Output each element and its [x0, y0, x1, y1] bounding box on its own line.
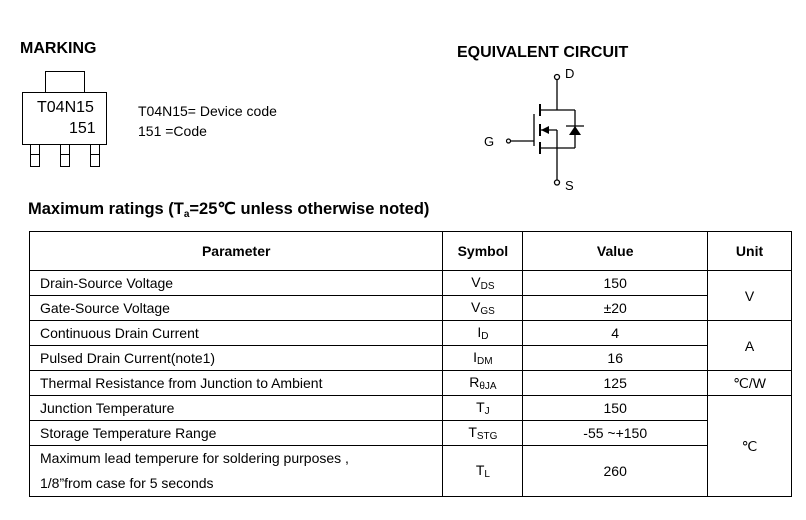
parameter-cell: Continuous Drain Current: [30, 321, 443, 346]
parameter-cell: Pulsed Drain Current(note1): [30, 346, 443, 371]
unit-cell: V: [708, 271, 792, 321]
parameter-cell: Thermal Resistance from Junction to Ambient: [30, 371, 443, 396]
source-label: S: [565, 178, 574, 193]
parameter-cell: [30, 446, 443, 497]
symbol-cell: $T_{STG}$: [443, 421, 523, 446]
parameter-line: 1/8”from case for 5 seconds: [40, 475, 214, 491]
circuit-title: EQUIVALENT CIRCUIT: [457, 44, 629, 61]
gate-label: G: [484, 134, 495, 149]
unit-cell: A: [708, 321, 792, 371]
value-cell: 16: [523, 346, 708, 371]
table-row: [30, 321, 792, 346]
table-row: [30, 396, 792, 421]
package-lead: [60, 145, 70, 167]
maximum-ratings-table: [29, 231, 792, 497]
value-cell: 150: [523, 396, 708, 421]
package-body: [22, 92, 107, 145]
parameter-cell: Gate-Source Voltage: [30, 296, 443, 321]
value-cell: 260: [523, 446, 708, 497]
unit-cell: ℃: [708, 396, 792, 497]
ratings-title-subscript: a: [183, 209, 190, 220]
header-parameter: Parameter: [30, 232, 443, 271]
ratings-title-part2: =25℃ unless otherwise noted): [189, 200, 430, 218]
value-cell: -55 ~+150: [523, 421, 708, 446]
parameter-cell: Drain-Source Voltage: [30, 271, 443, 296]
table-row: [30, 446, 792, 497]
package-marking-line1: T04N15: [37, 99, 94, 116]
drain-label: D: [565, 66, 575, 81]
value-cell: 125: [523, 371, 708, 396]
symbol-cell: $I_{DM}$: [443, 346, 523, 371]
table-row: [30, 346, 792, 371]
ratings-title-part1: Maximum ratings (T: [28, 200, 184, 218]
package-marking-line2: 151: [69, 120, 96, 137]
package-lead: [30, 145, 40, 167]
marking-title: MARKING: [20, 40, 97, 57]
table-row: [30, 296, 792, 321]
symbol-cell: $R_{\theta JA}$: [443, 371, 523, 396]
symbol-cell: $T_L$: [443, 446, 523, 497]
package-tab: [45, 71, 85, 92]
parameter-cell: Junction Temperature: [30, 396, 443, 421]
header-value: Value: [523, 232, 708, 271]
symbol-cell: $I_D$: [443, 321, 523, 346]
value-cell: 150: [523, 271, 708, 296]
symbol-cell: $V_{DS}$: [443, 271, 523, 296]
ratings-title: [28, 199, 429, 220]
unit-cell: ℃/W: [708, 371, 792, 396]
value-cell: ±20: [523, 296, 708, 321]
parameter-line: Maximum lead temperure for soldering purposes ,: [40, 450, 349, 466]
table-row: [30, 371, 792, 396]
mosfet-equivalent-circuit: [470, 62, 600, 197]
device-code-description: T04N15= Device code: [138, 103, 277, 119]
header-unit: Unit: [708, 232, 792, 271]
symbol-cell: $V_{GS}$: [443, 296, 523, 321]
parameter-cell: Storage Temperature Range: [30, 421, 443, 446]
package-lead: [90, 145, 100, 167]
table-row: [30, 421, 792, 446]
header-symbol: Symbol: [443, 232, 523, 271]
code-description: 151 =Code: [138, 123, 207, 139]
value-cell: 4: [523, 321, 708, 346]
symbol-cell: $T_J$: [443, 396, 523, 421]
table-header-row: [30, 232, 792, 271]
table-row: [30, 271, 792, 296]
